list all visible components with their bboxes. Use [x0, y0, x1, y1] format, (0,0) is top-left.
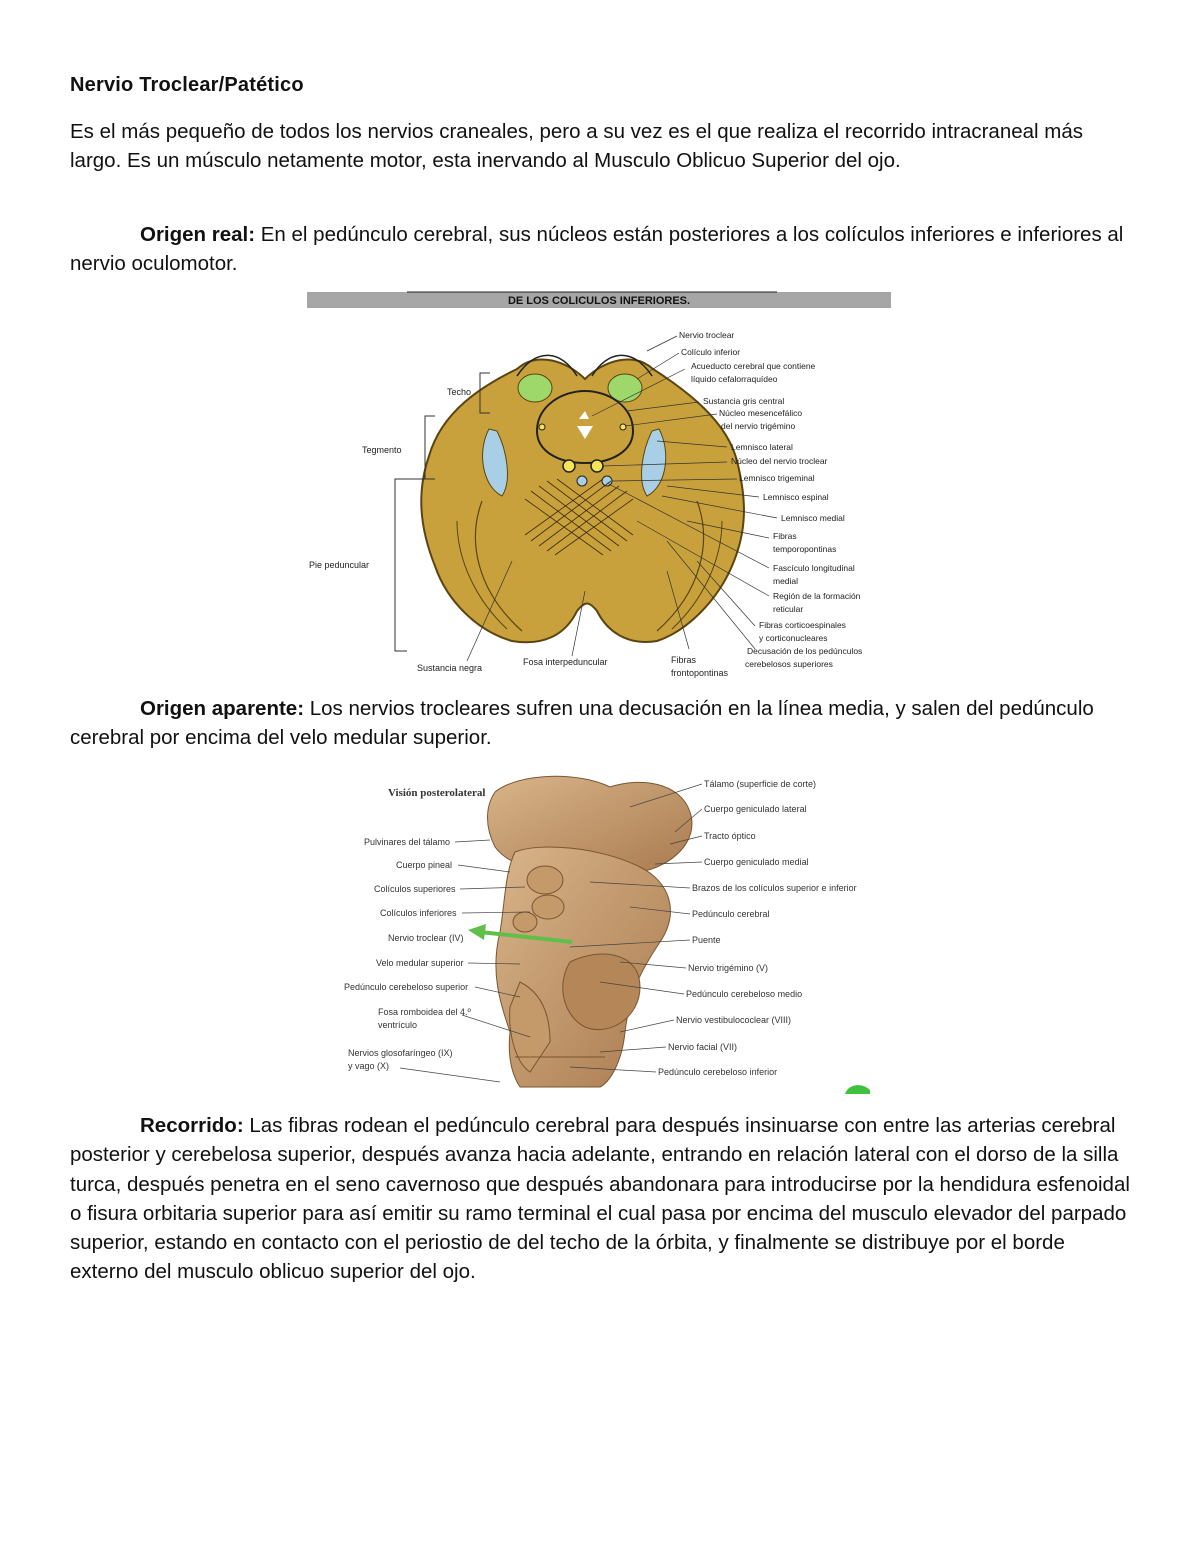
brainstem-diagram [340, 772, 870, 1094]
label-talamo: Tálamo (superficie de corte) [704, 779, 817, 789]
label-fibras-temporo-1: Fibras [773, 531, 797, 541]
label-fosa-romboidea-1: Fosa romboidea del 4.º [378, 1007, 471, 1017]
label-coliculo-inferior: Colículo inferior [681, 347, 741, 357]
trochlear-nucleus-left [563, 460, 575, 472]
label-lemnisco-espinal: Lemnisco espinal [763, 492, 829, 502]
origen-aparente-text: Los nervios trocleares sufren una decusación en la línea media, y salen del pedúnculo cerebral por encima del velo medular superior. [70, 697, 1094, 750]
label-glosofaringeo-2: y vago (X) [348, 1061, 390, 1071]
label-nucleo-mesencefalico-1: Núcleo mesencefálico [719, 408, 803, 418]
label-fibras-fronto-2: frontopontinas [671, 668, 729, 678]
label-lemnisco-lateral: Lemnisco lateral [731, 442, 793, 452]
label-puente: Puente [692, 935, 721, 945]
label-fibras-cortico-2: y corticonucleares [759, 633, 828, 643]
midbrain-diagram [307, 291, 893, 679]
label-sustancia-gris: Sustancia gris central [703, 396, 785, 406]
label-velo-medular: Velo medular superior [376, 958, 464, 968]
label-fasciculo-2: medial [773, 576, 799, 586]
label-pulvinares: Pulvinares del tálamo [364, 837, 451, 847]
label-pie-peduncular: Pie peduncular [309, 560, 370, 570]
label-region-reticular-2: reticular [773, 604, 804, 614]
label-geniculado-lateral: Cuerpo geniculado lateral [704, 804, 807, 814]
label-nucleo-mesencefalico-2: del nervio trigémino [721, 421, 796, 431]
recorrido-text: Las fibras rodean el pedúnculo cerebral para después insinuarse con entre las arterias cerebral posterior y cerebelosa superior, después avanza hacia adelante, entrando en relación lateral con el dorso de la silla turca, después penetra en el seno cavernoso que después abandonara para introducirse por la hendidura esfenoidal o fisura orbitaria superior para así emitir su ramo terminal el cual pasa por encima del musculo elevador del parpado superior, estando en contacto con el periostio de del techo de la órbita, y finalmente se distribuye por el borde externo del musculo oblicuo superior del ojo. [70, 1114, 1130, 1284]
figure2-title: Visión posterolateral [388, 787, 486, 799]
left-colliculus [518, 374, 552, 402]
recorrido-label: Recorrido: [140, 1114, 244, 1137]
label-decusacion-2: cerebelosos superiores [745, 659, 833, 669]
label-brazos-coliculos: Brazos de los colículos superior e inferior [692, 883, 857, 893]
label-lemnisco-medial: Lemnisco medial [781, 513, 845, 523]
label-vestibulococlear: Nervio vestibulococlear (VIII) [676, 1015, 792, 1025]
label-acueducto-1: Acueducto cerebral que contiene [691, 361, 816, 371]
label-pedunculo-cerebral: Pedúnculo cerebral [692, 909, 770, 919]
figure-header-text: DE LOS COLICULOS INFERIORES. [507, 295, 691, 307]
cerebellar-peduncle [563, 954, 640, 1030]
trochlear-nucleus-right [591, 460, 603, 472]
label-acueducto-2: líquido cefalorraquídeo [691, 374, 778, 384]
label-tegmento: Tegmento [362, 445, 402, 455]
label-fosa-romboidea-2: ventrículo [378, 1020, 418, 1030]
label-tracto-optico: Tracto óptico [704, 831, 756, 841]
origen-real-label: Origen real: [140, 223, 256, 246]
label-pedunculo-cerebeloso-superior: Pedúnculo cerebeloso superior [344, 982, 469, 992]
label-sustancia-negra: Sustancia negra [417, 663, 483, 673]
label-facial: Nervio facial (VII) [668, 1042, 738, 1052]
label-pedunculo-cerebeloso-inferior: Pedúnculo cerebeloso inferior [658, 1067, 778, 1077]
label-pedunculo-cerebeloso-medio: Pedúnculo cerebeloso medio [686, 989, 803, 999]
page-title: Nervio Troclear/Patético [70, 74, 304, 96]
label-region-reticular-1: Región de la formación [773, 591, 861, 601]
label-geniculado-medial: Cuerpo geniculado medial [704, 857, 809, 867]
origen-aparente-label: Origen aparente: [140, 697, 305, 720]
label-fibras-fronto-1: Fibras [671, 655, 697, 665]
recorrido-paragraph [70, 1111, 1132, 1287]
label-fibras-temporo-2: temporopontinas [773, 544, 837, 554]
figure-brainstem-posterolateral [340, 772, 870, 1094]
label-trigemino: Nervio trigémino (V) [688, 963, 769, 973]
label-glosofaringeo-1: Nervios glosofaríngeo (IX) [348, 1048, 453, 1058]
figure-midbrain-cross-section [307, 291, 893, 679]
intro-paragraph: Es el más pequeño de todos los nervios craneales, pero a su vez es el que realiza el recorrido intracraneal más largo. Es un músculo netamente motor, esta inervando al Musculo Oblicuo Superior del ojo. [70, 120, 1084, 173]
label-coliculos-inferiores: Colículos inferiores [380, 908, 457, 918]
origen-aparente-paragraph [70, 694, 1132, 753]
label-techo: Techo [447, 387, 472, 397]
label-fibras-cortico-1: Fibras corticoespinales [759, 620, 846, 630]
label-nervio-troclear-iv: Nervio troclear (IV) [388, 933, 464, 943]
label-coliculos-superiores: Colículos superiores [374, 884, 456, 894]
origen-real-text: En el pedúnculo cerebral, sus núcleos están posteriores a los colículos inferiores e inferiores al nervio oculomotor. [70, 223, 1124, 276]
origen-real-paragraph [70, 220, 1132, 279]
label-fosa-interpeduncular: Fosa interpeduncular [523, 657, 608, 667]
label-fasciculo-1: Fascículo longitudinal [773, 563, 855, 573]
label-decusacion-1: Decusación de los pedúnculos [747, 646, 863, 656]
label-cuerpo-pineal: Cuerpo pineal [396, 860, 453, 870]
label-nervio-troclear: Nervio troclear [679, 330, 735, 340]
label-lemnisco-trigeminal: Lemnisco trigeminal [739, 473, 815, 483]
label-nucleo-troclear: Núcleo del nervio troclear [731, 456, 828, 466]
